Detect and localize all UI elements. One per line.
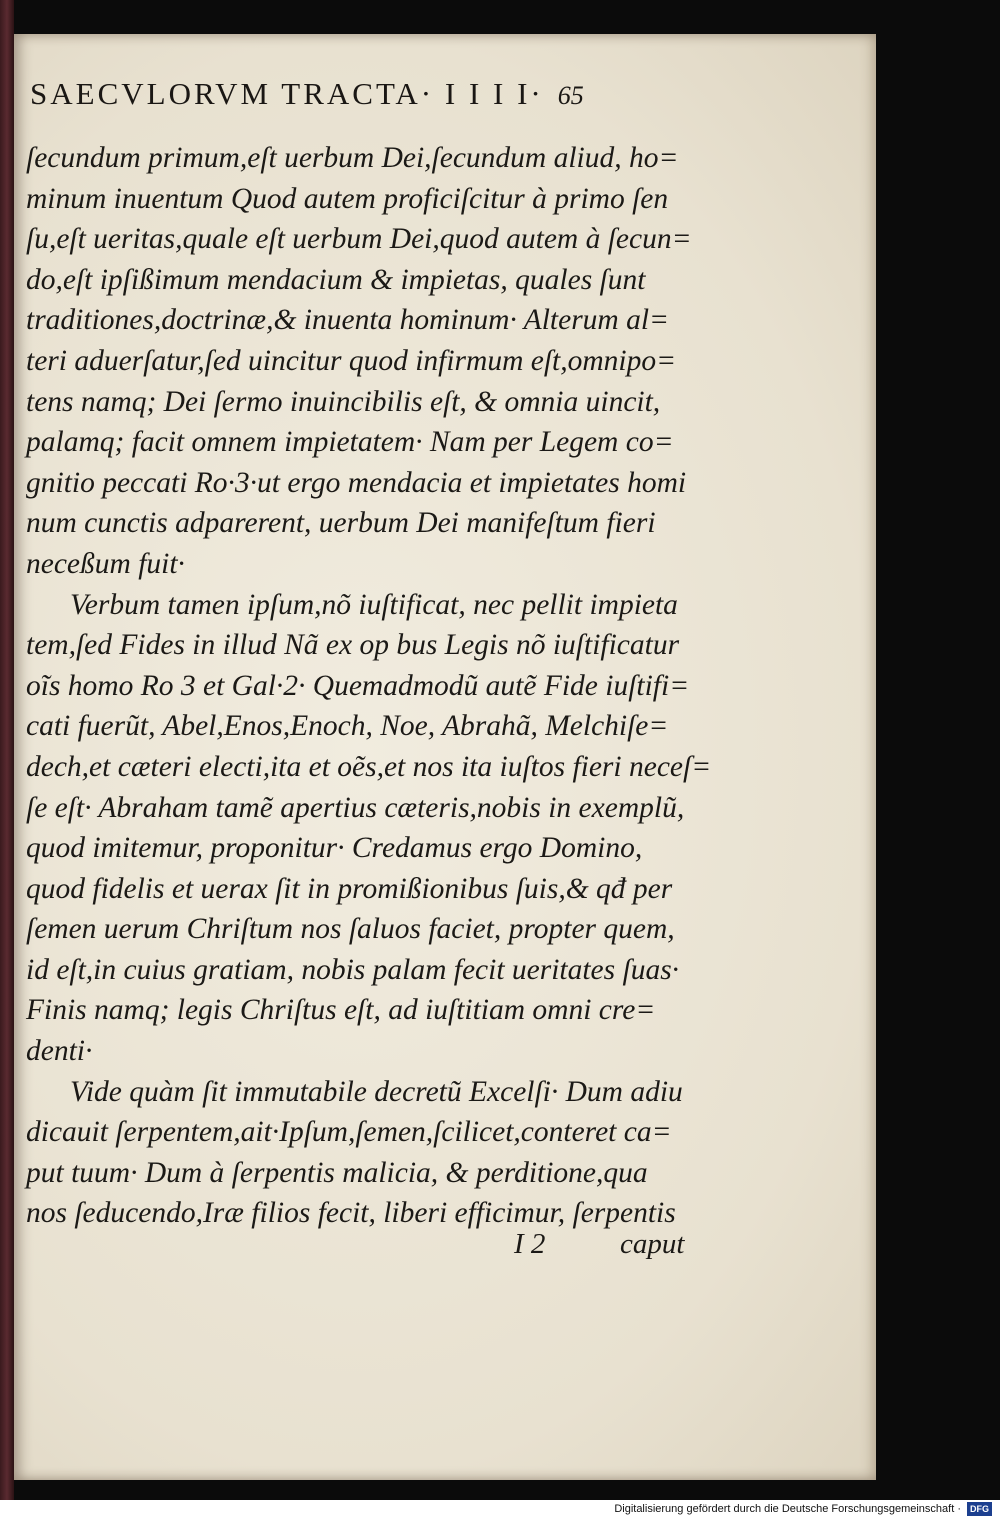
text-line: Finis namq; legis Chriſtus eſt, ad iuſtitiam omni cre=: [26, 994, 656, 1027]
text-line: tem,ſed Fides in illud Nã ex op bus Legis nõ iuſtificatur: [26, 629, 680, 662]
digitization-footer: [0, 1500, 1000, 1518]
paragraph-start-line: Vide quàm ſit immutabile decretũ Excelſi· Dum adiu: [70, 1075, 683, 1108]
book-binding-edge: [0, 0, 14, 1500]
text-line: neceßum fuit·: [26, 547, 185, 580]
text-line: dicauit ſerpentem,ait·Ipſum,ſemen,ſcilicet,conteret ca=: [26, 1116, 672, 1149]
body-text: [26, 138, 712, 1234]
funding-notice: Digitalisierung gefördert durch die Deutsche Forschungsgemeinschaft ·: [614, 1503, 961, 1516]
text-line: minum inuentum Quod autem proficiſcitur à primo ſen: [26, 182, 669, 215]
text-line: cati fuerũt, Abel,Enos,Enoch, Noe, Abrahã, Melchiſe=: [26, 710, 669, 743]
text-line: nos ſeducendo,Iræ filios fecit, liberi efficimur, ſerpentis: [26, 1197, 676, 1230]
text-line: quod fidelis et uerax ſit in promißionibus ſuis,& qđ per: [26, 872, 673, 905]
paragraph-start-line: Verbum tamen ipſum,nõ iuſtificat, nec pellit impieta: [70, 588, 678, 621]
text-line: ſemen uerum Chriſtum nos ſaluos faciet, propter quem,: [26, 913, 675, 946]
folio-number: 65: [557, 81, 584, 110]
text-line: teri aduerſatur,ſed uincitur quod infirmum eſt,omnipo=: [26, 344, 677, 377]
text-line: palamq; facit omnem impietatem· Nam per Legem co=: [26, 426, 674, 459]
dfg-logo: DFG: [967, 1502, 992, 1516]
text-line: traditiones,doctrinæ,& inuenta hominum· Alterum al=: [26, 304, 669, 337]
text-line: dech,et cæteri electi,ita et oẽs,et nos ita iuſtos fieri neceſ=: [26, 750, 712, 783]
text-line: quod imitemur, proponitur· Credamus ergo Domino,: [26, 832, 643, 865]
text-line: denti·: [26, 1035, 93, 1068]
text-line: gnitio peccati Ro·3·ut ergo mendacia et impietates homi: [26, 466, 687, 499]
running-title: SAECVLORVM TRACTA· I I I I·: [30, 76, 544, 111]
catchword: caput: [620, 1228, 685, 1260]
text-line: num cunctis adparerent, uerbum Dei manifeſtum fieri: [26, 507, 656, 540]
text-line: id eſt,in cuius gratiam, nobis palam fecit ueritates ſuas·: [26, 953, 680, 986]
text-line: do,eſt ipſißimum mendacium & impietas, quales ſunt: [26, 263, 646, 296]
signature-mark: I 2: [514, 1228, 546, 1260]
text-line: oĩs homo Ro 3 et Gal·2· Quemadmodũ autẽ Fide iuſtifi=: [26, 669, 690, 702]
running-header: [30, 76, 670, 112]
text-line: ſu,eſt ueritas,quale eſt uerbum Dei,quod autem à ſecun=: [26, 223, 692, 256]
text-line: tens namq; Dei ſermo inuincibilis eſt, & omnia uincit,: [26, 385, 661, 418]
text-line: put tuum· Dum à ſerpentis malicia, & perditione,qua: [26, 1156, 648, 1189]
text-line: ſecundum primum,eſt uerbum Dei,ſecundum aliud, ho=: [26, 142, 679, 174]
text-line: ſe eſt· Abraham tamẽ apertius cæteris,nobis in exemplũ,: [26, 791, 685, 824]
